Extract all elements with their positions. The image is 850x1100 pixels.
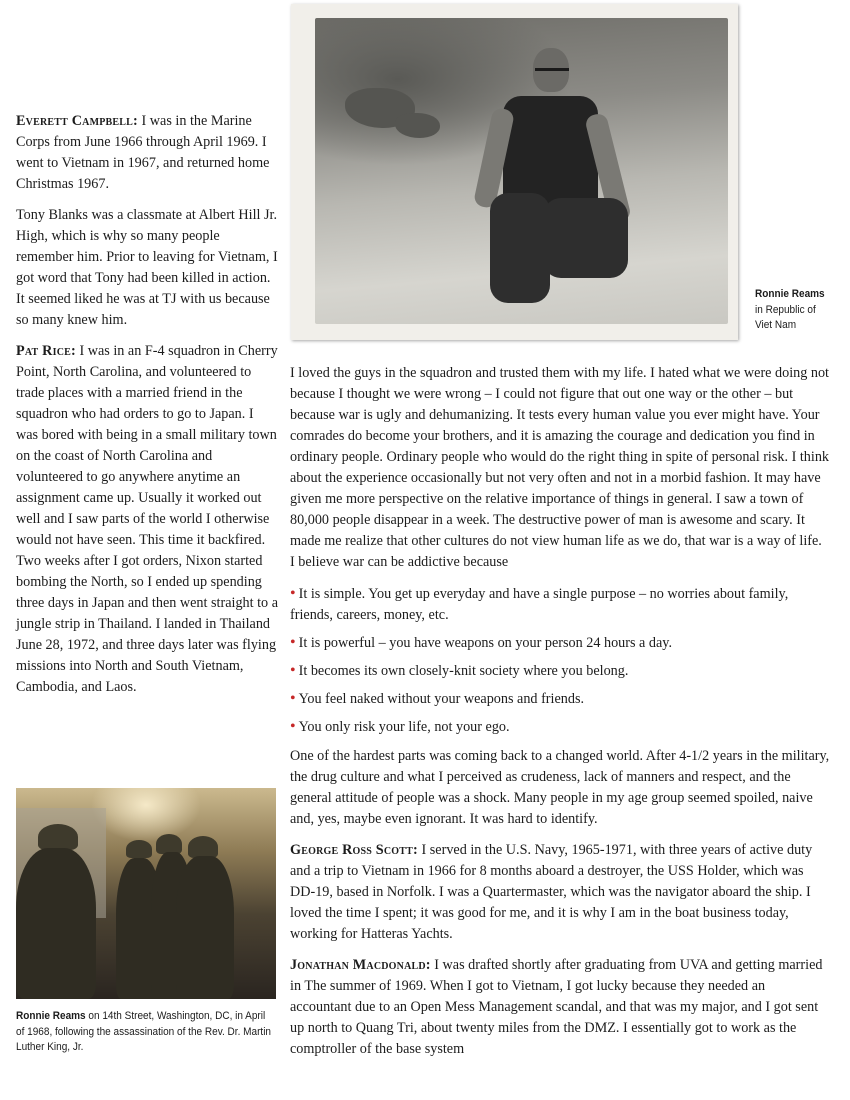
list-item-text: You feel naked without your weapons and friends. (298, 691, 585, 707)
speaker-name: Jonathan Macdonald: (290, 957, 431, 973)
list-item (290, 583, 830, 626)
caption-line: in Republic of (755, 303, 816, 316)
left-column (16, 111, 278, 708)
bullet-icon: • (290, 718, 296, 735)
photo-image (315, 18, 728, 324)
pat-paragraph (16, 341, 278, 698)
pat-continued-paragraph: I loved the guys in the squadron and trusted them with my life. I hated what we were doing not because I thought we were wrong – I could not figure that out one way or the other – but because war is ugly and dehumanizing. It tests every human value you ever might have. Your comrades do become your brothers, and it is amazing the courage and dedication you find in ordinary people. Ordinary people who would do the right thing in spite of personal risk. I think about the experience occasionally but not very often and not in a morbid fashion. It may have given me more perspective on the relative importance of things in general. I saw a town of 80,000 people disappear in a week. The destructive power of man is awesome and scary. It made me realize that other cultures do not view human life as we do, that war is a way of life. I believe war can be addictive because (290, 365, 830, 570)
helmet-shape (188, 836, 218, 858)
caption-name: Ronnie Reams (16, 1010, 86, 1022)
person-leg (543, 198, 628, 278)
bullet-icon: • (290, 585, 296, 602)
paragraph-text: I was in the Marine Corps from June 1966 through April 1969. I went to Vietnam in 1967, and returned home Christmas 1967. (16, 113, 270, 192)
paragraph-text: I served in the U.S. Navy, 1965-1971, with three years of active duty and a trip to Vietnam in 1966 for 8 months aboard a destroyer, the USS Holder, which was DD-19, based in Norfolk. I was a Quartermaster, which was the navigator aboard the ship. I loved the time I spent; it was good for me, and it is why I am in the boat business today, working for Hatteras Yachts. (290, 842, 813, 942)
list-item (290, 688, 830, 710)
speaker-name: Pat Rice: (16, 343, 76, 359)
speaker-name: George Ross Scott: (290, 842, 418, 858)
list-item (290, 632, 830, 654)
photo-ronnie-reams-washington (16, 788, 276, 999)
list-item (290, 716, 830, 738)
photo-caption-top (755, 287, 843, 334)
helmet-shape (38, 824, 78, 850)
speaker-name: Everett Campbell: (16, 113, 138, 129)
coming-back-paragraph: One of the hardest parts was coming back to a changed world. After 4-1/2 years in the military, the drug culture and what I perceived as crudeness, lack of manners and respect, and the general attitude of people was a shock. Many people in my age group seemed spoiled, naive and, yes, maybe even ignorant. It was hard to identify. (290, 748, 830, 827)
right-column (290, 363, 830, 1070)
photo-caption-bottom (16, 1009, 275, 1056)
everett-paragraph (16, 111, 278, 195)
caption-line: Viet Nam (755, 319, 797, 331)
list-item-text: It becomes its own closely-knit society where you belong. (298, 663, 629, 679)
caption-name: Ronnie Reams (755, 288, 825, 300)
bullet-icon: • (290, 634, 296, 651)
list-item-text: It is simple. You get up everyday and have a single purpose – no worries about family, friends, careers, money, etc. (290, 586, 789, 623)
soldier-figure (16, 848, 96, 999)
person-leg (490, 193, 550, 303)
rock-shape (395, 113, 440, 138)
bullet-list (290, 583, 830, 738)
george-paragraph (290, 840, 830, 945)
paragraph-text: I was drafted shortly after graduating from UVA and getting married in The summer of 1969. When I got to Vietnam, I got lucky because they needed an accountant due to an Open Mess Management scandal, and that was my major, and I got sent up north to Quang Tri, about twenty miles from the DMZ. I essentially got to work as the comptroller of the base system (290, 957, 823, 1057)
bullet-icon: • (290, 662, 296, 679)
helmet-shape (126, 840, 152, 858)
photo-ronnie-reams-viet-nam (291, 4, 738, 340)
everett-paragraph-2: Tony Blanks was a classmate at Albert Hill Jr. High, which is why so many people remember him. Prior to leaving for Vietnam, I got word that Tony had been killed in action. It seemed liked he was at TJ with us because so many knew him. (16, 207, 278, 328)
bullet-icon: • (290, 690, 296, 707)
list-item (290, 660, 830, 682)
person-torso (503, 96, 598, 206)
jonathan-paragraph (290, 955, 830, 1060)
person-glasses (535, 68, 569, 79)
soldier-figure (176, 856, 234, 999)
list-item-text: You only risk your life, not your ego. (298, 719, 510, 735)
caption-text: on 14th Street, Washington, DC, in April of 1968, following the assassination of the Rev. Dr. Martin Luther King, Jr. (16, 1010, 272, 1053)
list-item-text: It is powerful – you have weapons on your person 24 hours a day. (298, 635, 673, 651)
helmet-shape (156, 834, 182, 854)
paragraph-text: I was in an F-4 squadron in Cherry Point, North Carolina, and volunteered to trade places with a married friend in the squadron who had orders to go to Japan. I was bored with being in a small military town on the coast of North Carolina and volunteered to go anywhere anytime an assignment came up. Usually it worked out well and I saw parts of the world I otherwise would not have seen. This time it backfired. Two weeks after I got orders, Nixon started bombing the North, so I ended up spending three days in Japan and then went straight to a jungle strip in Thailand. I landed in Thailand June 28, 1972, and three days later was flying missions into North and South Vietnam, Cambodia, and Laos. (16, 343, 278, 695)
